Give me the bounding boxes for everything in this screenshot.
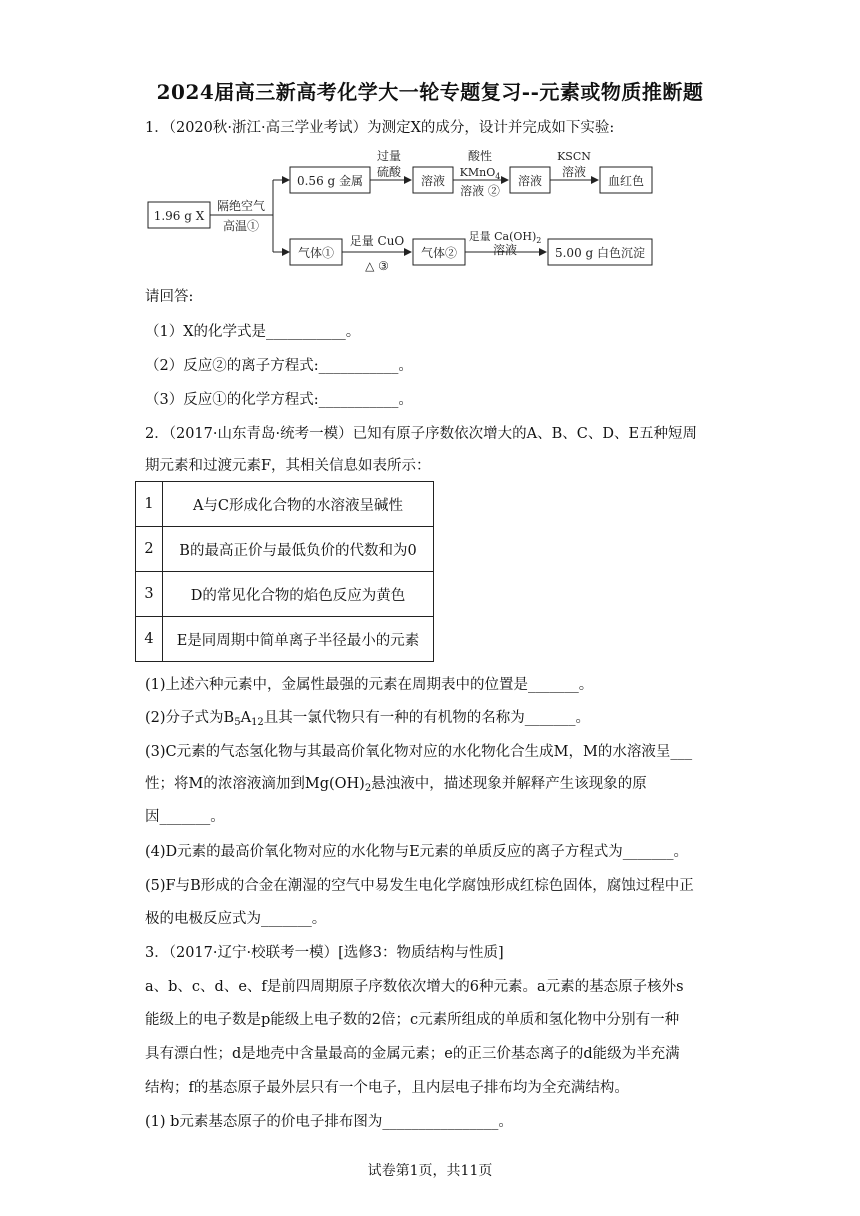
diagram-reagent-c-top: KSCN — [557, 150, 591, 163]
diagram-metal: 0.56 g 金属 — [296, 174, 364, 188]
diagram-reagent-e-top: 足量 Ca(OH) — [468, 230, 537, 243]
diagram-sol1: 溶液 — [420, 174, 446, 188]
q1-flow-diagram — [145, 150, 665, 275]
table-cell-text: E是同周期中简单离子半径最小的元素 — [163, 617, 434, 662]
q1-stem: 1．（2020秋·浙江·高三学业考试）为测定X的成分，设计并完成如下实验: — [145, 120, 615, 136]
q3-text-line4: 结构；f的基态原子最外层只有一个电子，且内层电子排布均为全充满结构。 — [145, 1080, 629, 1096]
diagram-reagent-b-top: 酸性 — [467, 150, 493, 163]
diagram-blood-red: 血红色 — [607, 174, 645, 188]
q3-text-line1: a、b、c、d、e、f是前四周期原子序数依次增大的6种元素。a元素的基态原子核外s — [145, 979, 684, 995]
q2-part-1: (1)上述六种元素中，金属性最强的元素在周期表中的位置是_______。 — [145, 677, 594, 693]
table-cell-num: 4 — [136, 617, 163, 662]
q2-part-2-sub2: 12 — [251, 717, 264, 728]
table-row — [136, 482, 434, 527]
diagram-white-ppt: 5.00 g 白色沉淀 — [554, 246, 646, 260]
diagram-sol2: 溶液 — [517, 174, 543, 188]
q3-part-1: (1) b元素基态原子的价电子排布图为________________。 — [145, 1114, 513, 1130]
q2-part-2-sub1: 5 — [234, 717, 241, 728]
q2-part-3-line3: 因_______。 — [145, 809, 225, 825]
diagram-reagent-e-sub: 2 — [536, 236, 542, 245]
table-row — [136, 527, 434, 572]
q3-text-line3: 具有漂白性；d是地壳中含量最高的金属元素；e的正三价基态离子的d能级为半充满 — [145, 1046, 680, 1062]
q2-part-3-line2-sub: 2 — [364, 783, 372, 794]
diagram-reagent-a-bottom: 硫酸 — [376, 165, 402, 179]
page-footer: 试卷第1页，共11页 — [367, 1163, 493, 1179]
diagram-reagent-d-top: 足量 CuO — [349, 234, 405, 248]
q2-part-3-line1: (3)C元素的气态氢化物与其最高价氧化物对应的水化物化合生成M，M的水溶液呈___ — [145, 744, 693, 760]
diagram-step1-bottom: 高温① — [222, 219, 260, 233]
q1-part-2: （2）反应②的离子方程式:___________。 — [145, 358, 413, 374]
q2-stem-line1: 2．（2017·山东青岛·统考一模）已知有原子序数依次增大的A、B、C、D、E五种短周 — [145, 426, 698, 442]
q2-part-5-line1: (5)F与B形成的合金在潮湿的空气中易发生电化学腐蚀形成红棕色固体，腐蚀过程中正 — [145, 878, 694, 894]
q2-part-2-a: (2)分子式为B — [145, 710, 235, 726]
table-cell-num: 3 — [136, 572, 163, 617]
table-cell-text: B的最高正价与最低负价的代数和为0 — [163, 527, 434, 572]
svg-text:KMnO4 — [460, 166, 501, 181]
diagram-reagent-b-mid: KMnO — [459, 166, 496, 179]
q2-part-3-line2-b: 悬浊液中，描述现象并解释产生该现象的原 — [371, 776, 647, 792]
q2-info-table — [135, 481, 434, 662]
diagram-reagent-a-top: 过量 — [376, 150, 402, 163]
diagram-start: 1.96 g X — [153, 209, 205, 223]
table-row — [136, 572, 434, 617]
diagram-reagent-c-bottom: 溶液 — [561, 165, 587, 179]
diagram-reagent-b-sub: 4 — [495, 172, 501, 181]
q2-part-2-b: A — [240, 710, 252, 726]
diagram-gas2: 气体② — [420, 246, 458, 260]
q2-part-2-c: 且其一氯代物只有一种的有机物的名称为_______。 — [263, 710, 591, 726]
q2-stem-line2: 期元素和过渡元素F，其相关信息如表所示： — [145, 458, 431, 474]
q2-part-3-line2-a: 性；将M的浓溶液滴加到Mg(OH) — [145, 776, 365, 792]
diagram-reagent-b-bottom: 溶液 ② — [460, 184, 500, 198]
diagram-reagent-d-bottom: △ ③ — [365, 259, 389, 273]
q1-part-1: （1）X的化学式是___________。 — [145, 324, 361, 340]
q2-part-4: (4)D元素的最高价氧化物对应的水化物与E元素的单质反应的离子方程式为_______。 — [145, 844, 688, 860]
q2-part-3-line2 — [145, 774, 647, 799]
table-cell-num: 1 — [136, 482, 163, 527]
table-cell-num: 2 — [136, 527, 163, 572]
q1-part-3: （3）反应①的化学方程式:___________。 — [145, 392, 413, 408]
q1-prompt: 请回答: — [145, 289, 194, 305]
q2-part-5-line2: 极的电极反应式为_______。 — [145, 911, 327, 927]
diagram-reagent-e-bottom: 溶液 — [492, 243, 518, 257]
q3-text-line2: 能级上的电子数是p能级上电子数的2倍；c元素所组成的单质和氢化物中分别有一种 — [145, 1012, 680, 1028]
q2-part-2 — [145, 708, 590, 733]
diagram-gas1: 气体① — [297, 246, 335, 260]
table-cell-text: D的常见化合物的焰色反应为黄色 — [163, 572, 434, 617]
table-row — [136, 617, 434, 662]
table-cell-text: A与C形成化合物的水溶液呈碱性 — [163, 482, 434, 527]
diagram-step1-top: 隔绝空气 — [216, 199, 266, 213]
q3-stem: 3．（2017·辽宁·校联考一模）[选修3：物质结构与性质] — [145, 945, 504, 961]
page-title: 2024届高三新高考化学大一轮专题复习--元素或物质推断题 — [156, 80, 704, 104]
